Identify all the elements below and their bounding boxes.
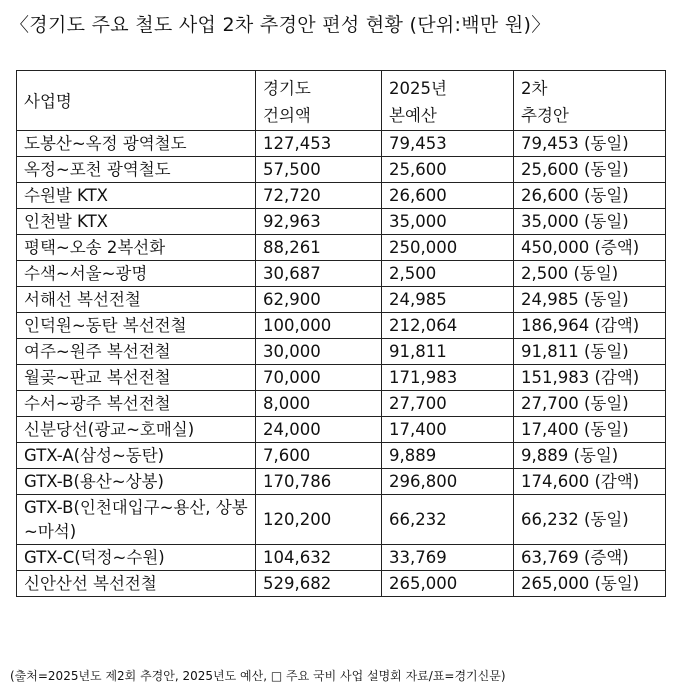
table-row	[17, 391, 666, 417]
project-name-cell: 서해선 복선전철	[17, 287, 256, 313]
main-budget-cell: 171,983	[382, 365, 514, 391]
project-name-cell: GTX-A(삼성~동탄)	[17, 443, 256, 469]
table-row	[17, 157, 666, 183]
main-budget-cell: 17,400	[382, 417, 514, 443]
header-province-request: 경기도 건의액	[256, 71, 382, 131]
table-title: 〈경기도 주요 철도 사업 2차 추경안 편성 현황 (단위:백만 원)〉	[10, 14, 551, 36]
province-request-cell: 8,000	[256, 391, 382, 417]
header-main-budget: 2025년 본예산	[382, 71, 514, 131]
supplementary-budget-cell: 25,600 (동일)	[514, 157, 666, 183]
table-row	[17, 209, 666, 235]
province-request-cell: 30,687	[256, 261, 382, 287]
project-name-cell: 신분당선(광교~호매실)	[17, 417, 256, 443]
main-budget-cell: 2,500	[382, 261, 514, 287]
main-budget-cell: 35,000	[382, 209, 514, 235]
supplementary-budget-cell: 450,000 (증액)	[514, 235, 666, 261]
project-name-cell: GTX-B(인천대입구~용산, 상봉~마석)	[17, 495, 256, 545]
supplementary-budget-cell: 26,600 (동일)	[514, 183, 666, 209]
supplementary-budget-cell: 186,964 (감액)	[514, 313, 666, 339]
supplementary-budget-cell: 66,232 (동일)	[514, 495, 666, 545]
project-name-cell: 여주~원주 복선전철	[17, 339, 256, 365]
project-name-cell: 수서~광주 복선전철	[17, 391, 256, 417]
province-request-cell: 7,600	[256, 443, 382, 469]
supplementary-budget-cell: 17,400 (동일)	[514, 417, 666, 443]
province-request-cell: 57,500	[256, 157, 382, 183]
project-name-cell: 옥정~포천 광역철도	[17, 157, 256, 183]
project-name-cell: 월곶~판교 복선전철	[17, 365, 256, 391]
project-name-cell: 평택~오송 2복선화	[17, 235, 256, 261]
table-row	[17, 365, 666, 391]
main-budget-cell: 26,600	[382, 183, 514, 209]
table-row	[17, 443, 666, 469]
province-request-cell: 100,000	[256, 313, 382, 339]
province-request-cell: 529,682	[256, 571, 382, 597]
supplementary-budget-cell: 265,000 (동일)	[514, 571, 666, 597]
main-budget-cell: 25,600	[382, 157, 514, 183]
project-name-cell: 인덕원~동탄 복선전철	[17, 313, 256, 339]
supplementary-budget-cell: 91,811 (동일)	[514, 339, 666, 365]
supplementary-budget-cell: 63,769 (증액)	[514, 545, 666, 571]
project-name-cell: 신안산선 복선전철	[17, 571, 256, 597]
supplementary-budget-cell: 27,700 (동일)	[514, 391, 666, 417]
province-request-cell: 62,900	[256, 287, 382, 313]
header-supplementary-budget: 2차 추경안	[514, 71, 666, 131]
table-row	[17, 261, 666, 287]
province-request-cell: 104,632	[256, 545, 382, 571]
table-row	[17, 313, 666, 339]
main-budget-cell: 296,800	[382, 469, 514, 495]
province-request-cell: 24,000	[256, 417, 382, 443]
supplementary-budget-cell: 24,985 (동일)	[514, 287, 666, 313]
table-row	[17, 235, 666, 261]
table-row	[17, 469, 666, 495]
table-row	[17, 495, 666, 545]
supplementary-budget-cell: 35,000 (동일)	[514, 209, 666, 235]
province-request-cell: 92,963	[256, 209, 382, 235]
province-request-cell: 88,261	[256, 235, 382, 261]
table-row	[17, 287, 666, 313]
main-budget-cell: 24,985	[382, 287, 514, 313]
table-header-row	[17, 71, 666, 131]
table-row	[17, 571, 666, 597]
main-budget-cell: 265,000	[382, 571, 514, 597]
main-budget-cell: 33,769	[382, 545, 514, 571]
project-name-cell: 수색~서울~광명	[17, 261, 256, 287]
province-request-cell: 70,000	[256, 365, 382, 391]
railway-budget-table	[16, 70, 666, 597]
supplementary-budget-cell: 151,983 (감액)	[514, 365, 666, 391]
table-row	[17, 183, 666, 209]
main-budget-cell: 91,811	[382, 339, 514, 365]
province-request-cell: 120,200	[256, 495, 382, 545]
table-row	[17, 339, 666, 365]
project-name-cell: 인천발 KTX	[17, 209, 256, 235]
main-budget-cell: 27,700	[382, 391, 514, 417]
project-name-cell: 도봉산~옥정 광역철도	[17, 131, 256, 157]
main-budget-cell: 66,232	[382, 495, 514, 545]
table-row	[17, 545, 666, 571]
table-row	[17, 417, 666, 443]
supplementary-budget-cell: 2,500 (동일)	[514, 261, 666, 287]
main-budget-cell: 212,064	[382, 313, 514, 339]
supplementary-budget-cell: 79,453 (동일)	[514, 131, 666, 157]
main-budget-cell: 9,889	[382, 443, 514, 469]
province-request-cell: 30,000	[256, 339, 382, 365]
project-name-cell: GTX-C(덕정~수원)	[17, 545, 256, 571]
table-row	[17, 131, 666, 157]
province-request-cell: 170,786	[256, 469, 382, 495]
source-note: (출처=2025년도 제2회 추경안, 2025년도 예산, □ 주요 국비 사업 설명회 자료/표=경기신문)	[10, 669, 506, 683]
header-project-name: 사업명	[17, 71, 256, 131]
main-budget-cell: 79,453	[382, 131, 514, 157]
supplementary-budget-cell: 9,889 (동일)	[514, 443, 666, 469]
project-name-cell: 수원발 KTX	[17, 183, 256, 209]
main-budget-cell: 250,000	[382, 235, 514, 261]
project-name-cell: GTX-B(용산~상봉)	[17, 469, 256, 495]
supplementary-budget-cell: 174,600 (감액)	[514, 469, 666, 495]
province-request-cell: 127,453	[256, 131, 382, 157]
province-request-cell: 72,720	[256, 183, 382, 209]
